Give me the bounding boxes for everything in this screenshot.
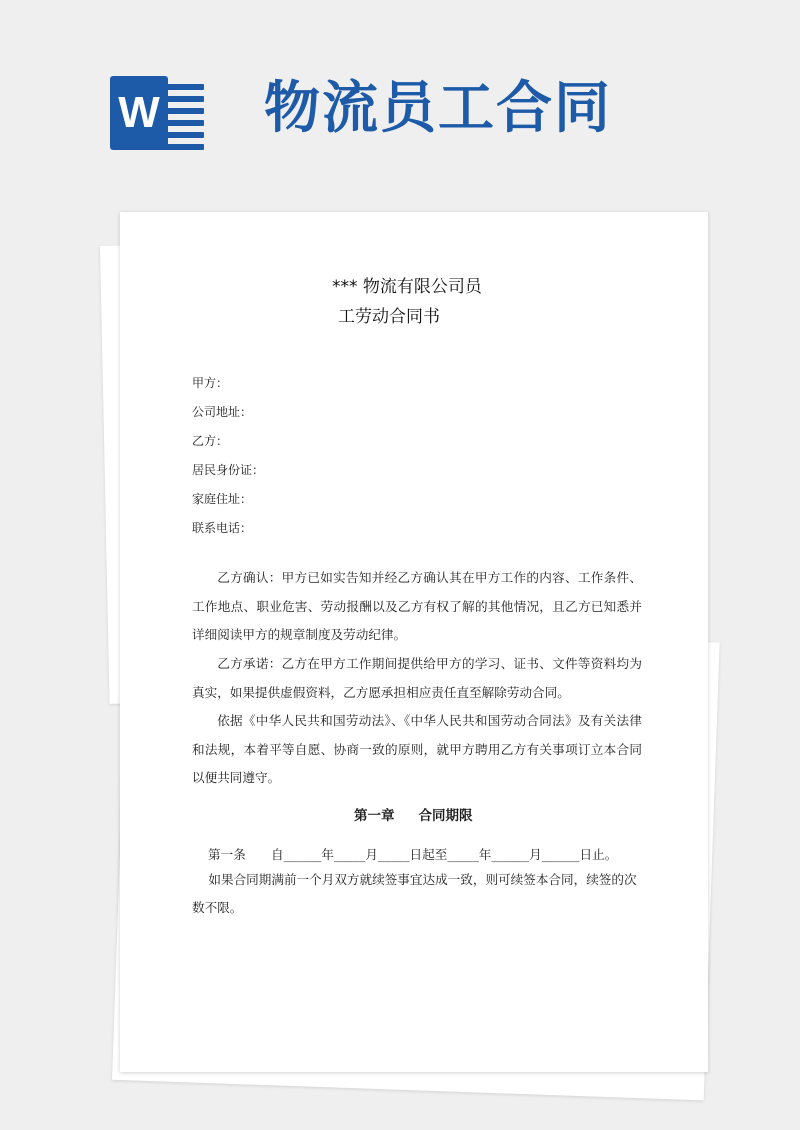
field-company-address: 公司地址： — [192, 405, 253, 419]
field-id-card: 居民身份证： — [192, 463, 265, 477]
field-home-address: 家庭住址： — [192, 492, 253, 506]
chapter-name: 合同期限 — [418, 808, 473, 824]
field-party-a: 甲方： — [192, 376, 229, 390]
field-party-b: 乙方： — [192, 434, 229, 448]
word-document-icon: W — [110, 76, 168, 150]
field-phone: 联系电话： — [192, 521, 253, 535]
paragraph-renewal: 如果合同期满前一个月双方就续签事宜达成一致，则可续签本合同，续签的次数不限。 — [192, 872, 637, 915]
paragraph-legal-basis: 依据《中华人民共和国劳动法》、《中华人民共和国劳动合同法》及有关法律和法规，本着平等自愿、协商一致的原则，就甲方聘用乙方有关事项订立本合同以便共同遵守。 — [192, 713, 642, 785]
document-title-line-2: 工劳动合同书 — [338, 307, 440, 327]
article-1: 第一条 自______年_____月_____日起至_____年______月______日止。 — [208, 847, 618, 862]
chapter-heading — [354, 804, 473, 824]
document-title-line-1: *** 物流有限公司员 — [332, 277, 482, 297]
chapter-number: 第一章 — [354, 808, 395, 824]
document-page — [120, 212, 708, 1072]
banner-title: 物流员工合同 — [264, 76, 612, 141]
paragraph-commitment: 乙方承诺：乙方在甲方工作期间提供给甲方的学习、证书、文件等资料均为真实，如果提供虚假资料，乙方愿承担相应责任直至解除劳动合同。 — [192, 656, 642, 700]
paragraph-confirmation: 乙方确认：甲方已如实告知并经乙方确认其在甲方工作的内容、工作条件、工作地点、职业危害、劳动报酬以及乙方有权了解的其他情况，且乙方已知悉并详细阅读甲方的规章制度及劳动纪律。 — [192, 570, 642, 642]
banner — [0, 0, 800, 200]
